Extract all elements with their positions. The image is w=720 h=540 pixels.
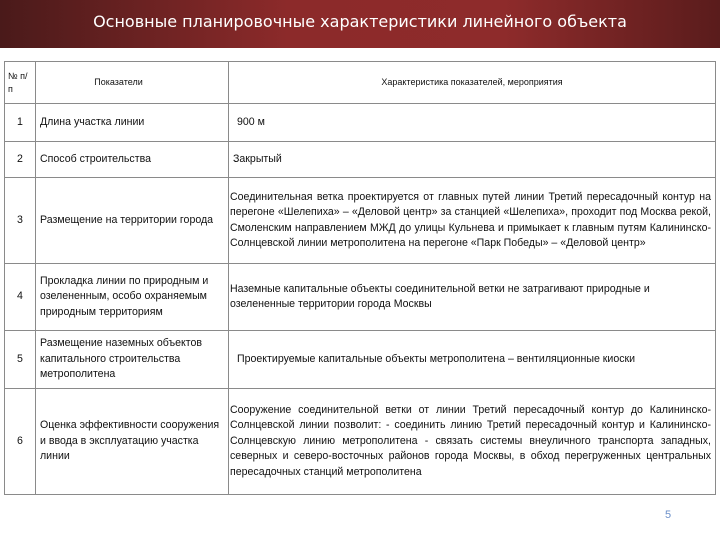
- row-number: 1: [5, 104, 36, 142]
- header-bar: [0, 0, 720, 48]
- row-characteristic: Сооружение соединительной ветки от линии Третий пересадочный контур до Калининско-Солнцевской линии позволит: - соединить линию Третий пересадочный контур и Калининско-Солнцевскую линию метрополитена - связать системы внеуличного транспорта западных, северных и северо-восточных районов города Москвы, в обход перегруженных центральных пересадочных станций метрополитена: [229, 389, 716, 495]
- row-number: 4: [5, 264, 36, 331]
- row-characteristic: Проектируемые капитальные объекты метрополитена – вентиляционные киоски: [229, 331, 716, 389]
- row-indicator: Способ строительства: [36, 142, 229, 178]
- row-number: 5: [5, 331, 36, 389]
- page-title: Основные планировочные характеристики линейного объекта: [93, 12, 627, 31]
- row-number: 2: [5, 142, 36, 178]
- row-indicator: Прокладка линии по природным и озелененным, особо охраняемым природным территориям: [36, 264, 229, 331]
- table-row: [5, 142, 716, 178]
- row-characteristic: Соединительная ветка проектируется от главных путей линии Третий пересадочный контур на перегоне «Шелепиха» – «Деловой центр» за станцией «Шелепиха», проходит под Москва рекой, Смоленским направлением МЖД до улицы Кульнева и примыкает к главным путям Калининско-Солнцевской линии метрополитена на перегоне «Парк Победы» – «Деловой центр»: [229, 178, 716, 264]
- row-indicator: Длина участка линии: [36, 104, 229, 142]
- row-indicator: Размещение наземных объектов капитального строительства метрополитена: [36, 331, 229, 389]
- row-characteristic: Наземные капитальные объекты соединительной ветки не затрагивают природные и озелененные территории города Москвы: [229, 264, 716, 331]
- row-characteristic: 900 м: [229, 104, 716, 142]
- column-header-number: № п/п: [5, 62, 36, 104]
- row-number: 3: [5, 178, 36, 264]
- table-row: [5, 331, 716, 389]
- table-row: [5, 389, 716, 495]
- row-indicator: Оценка эффективности сооружения и ввода в эксплуатацию участка линии: [36, 389, 229, 495]
- characteristics-table: [4, 61, 716, 495]
- column-header-characteristic: Характеристика показателей, мероприятия: [229, 62, 716, 104]
- column-header-indicator: Показатели: [36, 62, 229, 104]
- page-number: 5: [665, 509, 672, 521]
- table-row: [5, 264, 716, 331]
- table-header-row: [5, 62, 716, 104]
- row-characteristic: Закрытый: [229, 142, 716, 178]
- row-indicator: Размещение на территории города: [36, 178, 229, 264]
- table-row: [5, 104, 716, 142]
- table-row: [5, 178, 716, 264]
- row-number: 6: [5, 389, 36, 495]
